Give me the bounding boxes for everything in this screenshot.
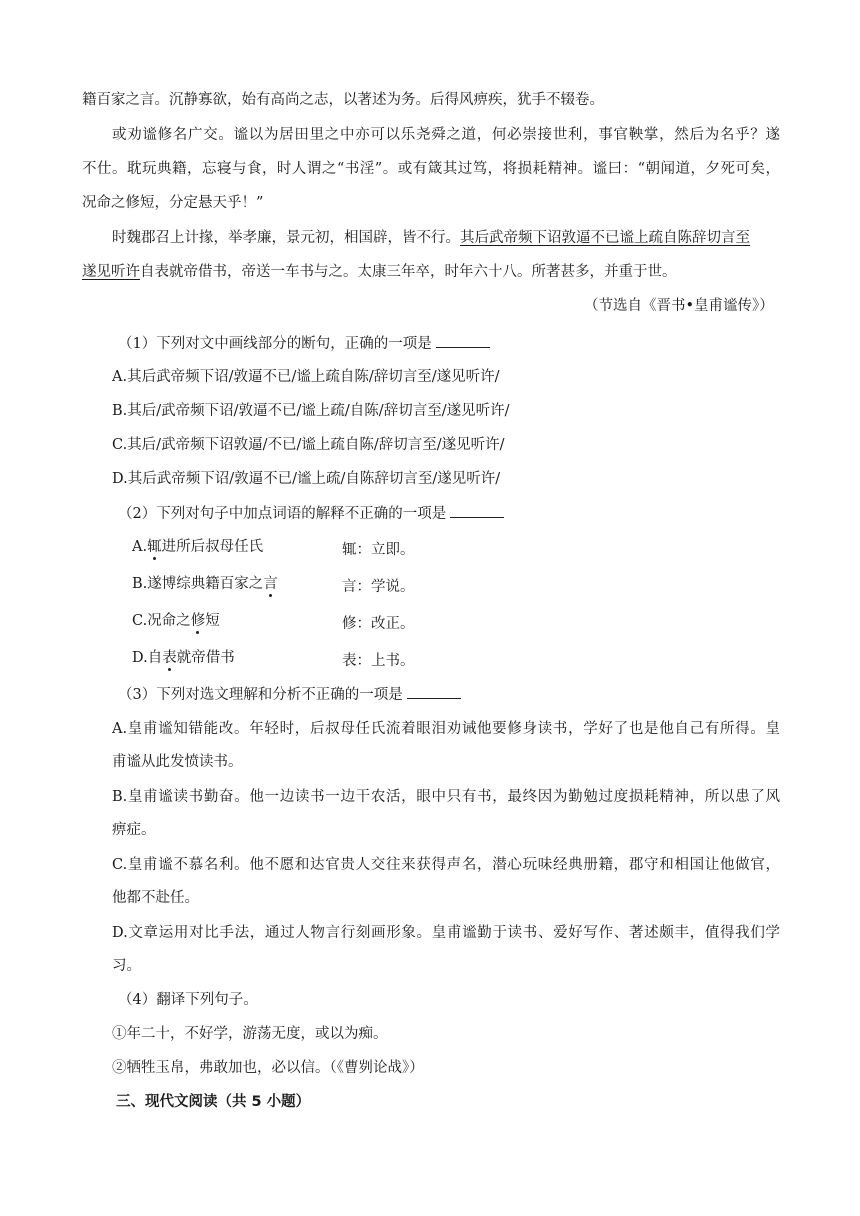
- answer-blank: [436, 333, 490, 348]
- option-text: 短: [205, 613, 220, 629]
- plain-text: 自表就帝借书，帝送一车书与之。太康三年卒，时年六十八。所著甚多，并重于世。: [140, 264, 677, 280]
- question-1-stem: [118, 333, 490, 354]
- q2-option-a: [132, 537, 263, 557]
- q2-gloss-b: 言：学说。: [342, 579, 415, 595]
- option-text: 况命之: [147, 613, 191, 629]
- q3-option-a: A.皇甫谧知错能改。年轻时，后叔母任氏流着眼泪劝诫他要修身读书，学好了也是他自己有所得。皇: [112, 721, 780, 737]
- option-text: 自: [147, 650, 163, 666]
- question-2-stem: [118, 503, 504, 524]
- q2-gloss-a: 辄：立即。: [342, 542, 415, 558]
- q2-gloss-c: 修：改正。: [342, 616, 415, 632]
- q2-option-c: [132, 611, 220, 631]
- source-citation: （节选自《晋书•皇甫谧传》）: [584, 298, 774, 314]
- q2-option-d: [132, 648, 235, 668]
- q1-option-b: B.其后/武帝频下诏/敦逼不已/谧上疏/自陈/辞切言至/遂见听许/: [112, 403, 510, 419]
- option-label: C.: [132, 613, 148, 629]
- dotted-word: 表: [162, 650, 177, 666]
- passage-line: 籍百家之言。沉静寡欲，始有高尚之志，以著述为务。后得风痹疾，犹手不辍卷。: [82, 92, 604, 108]
- option-text: 进所后叔母任氏: [161, 539, 264, 555]
- q2-gloss-d: 表：上书。: [342, 653, 415, 669]
- question-1-text: （1）下列对文中画线部分的断句，正确的一项是: [118, 336, 432, 352]
- q3-option-b-cont: 痹症。: [112, 822, 156, 838]
- plain-text: 时魏郡召上计掾，举孝廉，景元初，相国辟，皆不行。: [112, 230, 460, 246]
- question-2-text: （2）下列对句子中加点词语的解释不正确的一项是: [118, 506, 447, 522]
- q4-sentence-2: ②牺牲玉帛，弗敢加也，必以信。（《曹刿论战》）: [112, 1060, 424, 1076]
- q1-option-c: C.其后/武帝频下诏敦逼/不已/谧上疏自陈/辞切言至/遂见听许/: [112, 437, 505, 453]
- q3-option-d-cont: 习。: [112, 958, 141, 974]
- answer-blank: [407, 684, 461, 699]
- q3-option-d: D.文章运用对比手法，通过人物言行刻画形象。皇甫谧勤于读书、爱好写作、著述颇丰，值得我们学: [112, 925, 780, 941]
- passage-line: [112, 228, 780, 248]
- q3-option-c-cont: 他都不赴任。: [112, 890, 199, 906]
- passage-line: 况命之修短，分定悬天乎！”: [82, 195, 264, 211]
- underlined-text: 其后武帝频下诏敦逼不已谧上疏自陈辞切言至: [460, 230, 750, 246]
- q4-sentence-1: ①年二十，不好学，游荡无度，或以为痴。: [112, 1026, 388, 1042]
- q1-option-a: A.其后武帝频下诏/敦逼不已/谧上疏自陈/辞切言至/遂见听许/: [112, 369, 500, 385]
- q3-option-b: B.皇甫谧读书勤奋。他一边读书一边干农活，眼中只有书，最终因为勤勉过度损耗精神，所以患了风: [112, 789, 780, 805]
- dotted-word: 言: [263, 576, 278, 592]
- question-3-text: （3）下列对选文理解和分析不正确的一项是: [118, 687, 403, 703]
- question-3-stem: [118, 684, 461, 705]
- q1-option-d: D.其后武帝频下诏/敦逼不已/谧上疏/自陈辞切言至/遂见听许/: [112, 471, 501, 487]
- q3-option-c: C.皇甫谧不慕名利。他不愿和达官贵人交往来获得声名，潜心玩味经典册籍，郡守和相国让他做官，: [112, 857, 780, 873]
- q3-option-a-cont: 甫谧从此发愤读书。: [112, 754, 243, 770]
- question-4-stem: （4）翻译下列句子。: [118, 992, 258, 1008]
- dotted-word: 辄: [147, 539, 162, 555]
- passage-line: 或劝谧修名广交。谧以为居田里之中亦可以乐尧舜之道，何必崇接世利，事官鞅掌，然后为名乎？遂: [112, 127, 780, 143]
- underlined-text: 遂见听许: [82, 264, 140, 280]
- option-label: D.: [132, 650, 148, 666]
- option-text: 遂博综典籍百家之: [147, 576, 264, 592]
- option-label: B.: [132, 576, 148, 592]
- dotted-word: 修: [190, 613, 206, 629]
- passage-line: [82, 262, 677, 282]
- passage-line: 不仕。耽玩典籍，忘寝与食，时人谓之“书淫”。或有箴其过笃，将损耗精神。谧曰：“朝闻道，夕死可矣，: [82, 161, 780, 177]
- answer-blank: [450, 503, 504, 518]
- option-label: A.: [132, 539, 148, 555]
- section-heading: 三、现代文阅读（共 5 小题）: [116, 1094, 311, 1110]
- option-text: 就帝借书: [176, 650, 235, 666]
- q2-option-b: [132, 574, 278, 594]
